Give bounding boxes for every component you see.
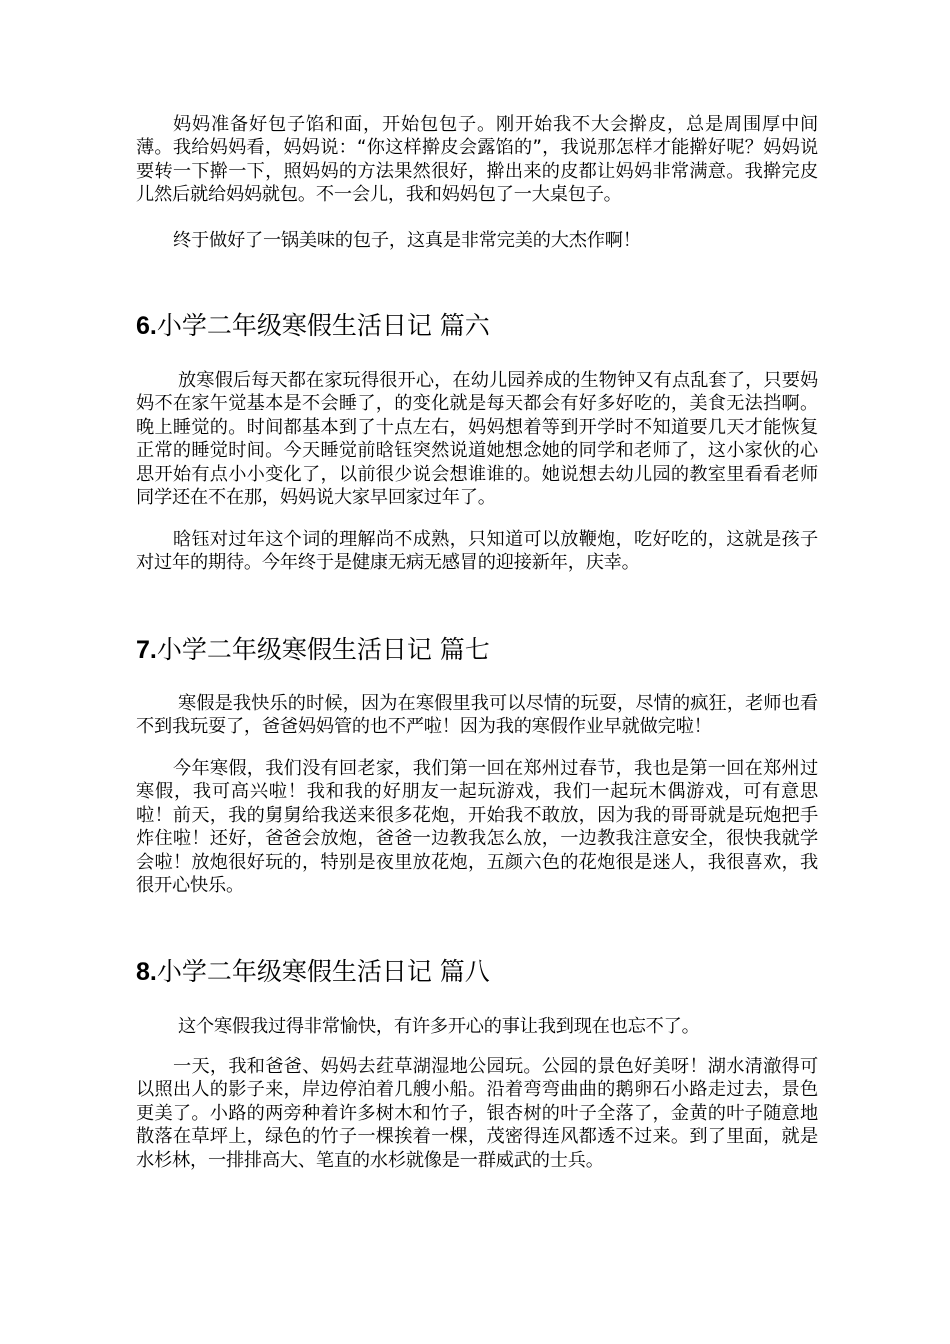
paragraph-winter-break-happy: 寒假是我快乐的时候，因为在寒假里我可以尽情的玩耍，尽情的疯狂，老师也看不到我玩耍了，爸爸妈妈管的也不严啦！因为我的寒假作业早就做完啦！ xyxy=(136,693,818,738)
paragraph-zhengzhou-fireworks: 今年寒假，我们没有回老家，我们第一回在郑州过春节，我也是第一回在郑州过寒假，我可高兴啦！我和我的好朋友一起玩游戏，我们一起玩木偶游戏，可有意思啦！前天，我的舅舅给我送来很多花炮，开始我不敢放，因为我的哥哥就是玩炮把手炸住啦！还好，爸爸会放炮，爸爸一边教我怎么放，一边教我注意安全，很快我就学会啦！放炮很好玩的，特别是夜里放花炮，五颜六色的花炮很是迷人，我很喜欢，我很开心快乐。 xyxy=(136,758,818,897)
section-title: 小学二年级寒假生活日记 篇七 xyxy=(156,635,490,664)
paragraph-baozi-conclusion: 终于做好了一锅美味的包子，这真是非常完美的大杰作啊！ xyxy=(173,230,641,251)
section-number: 8. xyxy=(136,958,157,986)
paragraph-happy-winter-break: 这个寒假我过得非常愉快，有许多开心的事让我到现在也忘不了。 xyxy=(178,1016,700,1037)
paragraph-winter-break-sleep: 放寒假后每天都在家玩得很开心，在幼儿园养成的生物钟又有点乱套了，只要妈妈不在家午觉基本是不会睡了，的变化就是每天都会有好多好吃的，美食无法挡啊。晚上睡觉的。时间都基本到了十点左右，妈妈想着等到开学时不知道要几天才能恢复正常的睡觉时间。今天睡觉前晗钰突然说道她想念她的同学和老师了，这小家伙的心思开始有点小小变化了，以前很少说会想谁谁的。她说想去幼儿园的教室里看看老师同学还在不在那，妈妈说大家早回家过年了。 xyxy=(136,370,818,509)
section-number: 6. xyxy=(136,312,157,340)
section-heading-6 xyxy=(136,309,818,343)
section-heading-8 xyxy=(136,955,818,989)
section-number: 7. xyxy=(136,636,157,664)
section-heading-7 xyxy=(136,633,818,667)
paragraph-new-year-expectation: 晗钰对过年这个词的理解尚不成熟，只知道可以放鞭炮，吃好吃的，这就是孩子对过年的期待。今年终于是健康无病无感冒的迎接新年，庆幸。 xyxy=(136,529,818,574)
paragraph-baozi-making: 妈妈准备好包子馅和面，开始包包子。刚开始我不大会擀皮，总是周围厚中间薄。我给妈妈看，妈妈说：“你这样擀皮会露馅的”，我说那怎样才能擀好呢？妈妈说要转一下擀一下，照妈妈的方法果然很好，擀出来的皮都让妈妈非常满意。我擀完皮儿然后就给妈妈就包。不一会儿，我和妈妈包了一大桌包子。 xyxy=(136,114,818,206)
paragraph-wetland-park: 一天，我和爸爸、妈妈去荭草湖湿地公园玩。公园的景色好美呀！湖水清澈得可以照出人的影子来，岸边停泊着几艘小船。沿着弯弯曲曲的鹅卵石小路走过去，景色更美了。小路的两旁种着许多树木和竹子，银杏树的叶子全落了，金黄的叶子随意地散落在草坪上，绿色的竹子一棵挨着一棵，茂密得连风都透不过来。到了里面，就是水杉林，一排排高大、笔直的水杉就像是一群威武的士兵。 xyxy=(136,1056,818,1171)
section-title: 小学二年级寒假生活日记 篇六 xyxy=(156,311,490,340)
section-title: 小学二年级寒假生活日记 篇八 xyxy=(156,957,490,986)
